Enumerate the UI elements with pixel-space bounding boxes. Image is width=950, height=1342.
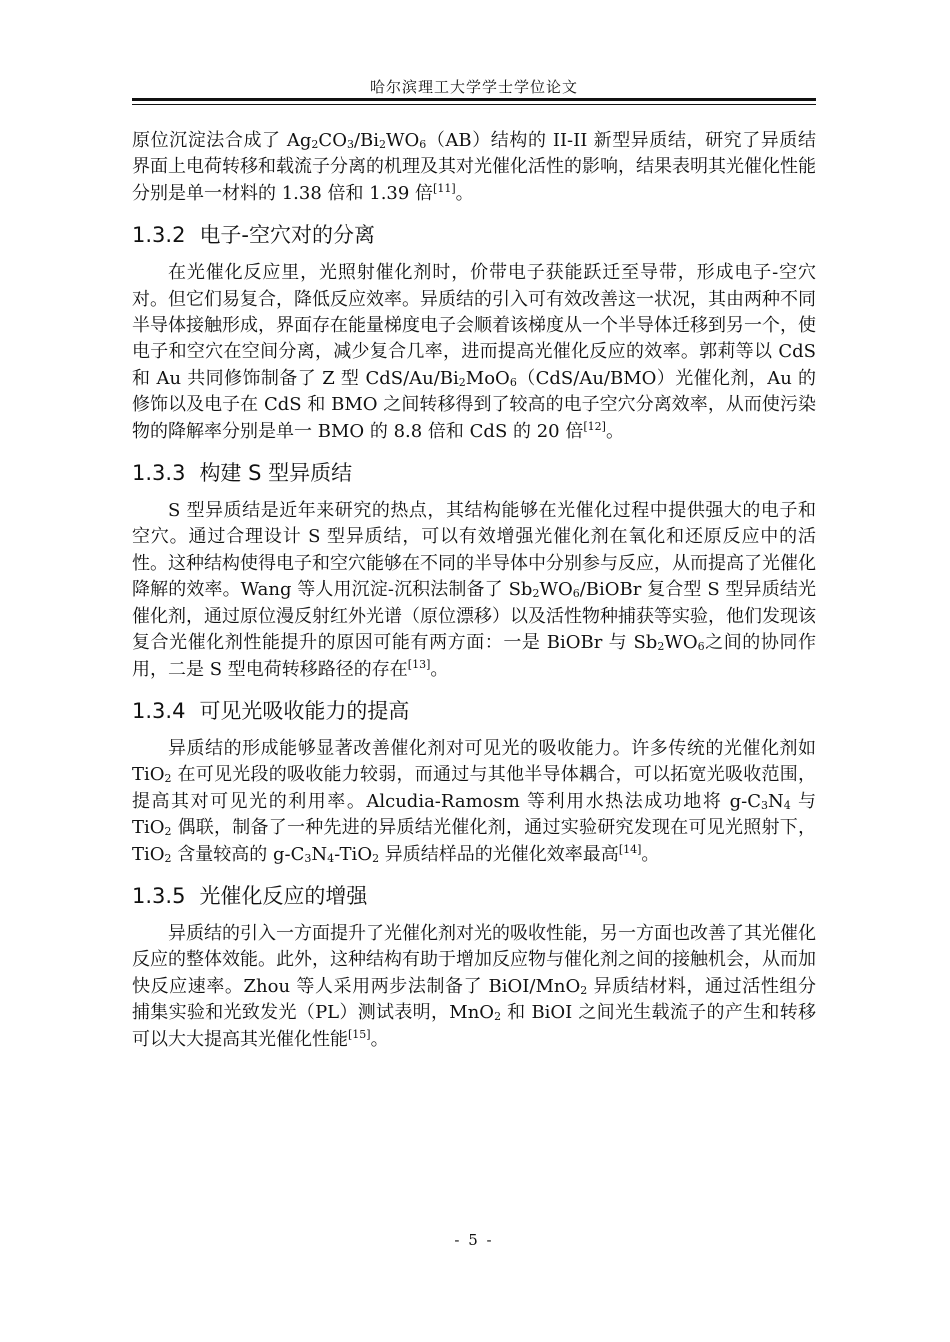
section-title: 构建 S 型异质结: [199, 461, 353, 486]
section-heading-1-3-3: [132, 460, 816, 486]
subscript: 6: [419, 138, 427, 151]
subscript: 3: [346, 138, 354, 151]
text: 。: [370, 1028, 389, 1050]
section-number: 1.3.4: [132, 698, 186, 723]
header-rule-thin: [132, 104, 816, 105]
citation-ref: [13]: [407, 657, 431, 671]
citation-ref: [15]: [348, 1027, 371, 1041]
subscript: 2: [532, 587, 540, 601]
subscript: 2: [379, 138, 387, 151]
text: 含量较高的 g-C: [171, 843, 305, 865]
citation-ref: [12]: [583, 419, 606, 433]
text: WO: [539, 579, 573, 601]
subscript: 2: [164, 772, 172, 786]
text: （AB）结构的 II-II 新型异质结，研究了异质结界面上电荷转移和载流子分离的机理及其对光催化活性的影响，结果表明其光催化性能分别是单一材料的 1.38 倍和 1.39 倍: [132, 130, 816, 204]
text: 偶联，制备了一种先进的异质结光催化剂，通过实验研究发现在可见光照射下，TiO: [132, 817, 816, 865]
section-heading-1-3-4: [132, 698, 816, 724]
text: N: [767, 790, 784, 812]
text: 。: [430, 658, 449, 680]
text: 。: [605, 420, 624, 442]
text: CO: [318, 130, 347, 151]
subscript: 2: [311, 138, 319, 151]
text: WO: [386, 130, 420, 151]
text: S 型异质结是近年来研究的热点，其结构能够在光催化过程中提供强大的电子和空穴。通过合理设计 S 型异质结，可以有效增强光催化剂在氧化和还原反应中的活性。这种结构使得电子和空穴能够在不同的半导体中分别参与反应，从而提高了光催化降解的效率。Wang 等人用沉淀-沉积法制备了 Sb: [132, 500, 816, 601]
citation-ref: [14]: [618, 842, 642, 856]
subscript: 2: [494, 1010, 502, 1024]
section-title: 可见光吸收能力的提高: [199, 698, 410, 723]
section-number: 1.3.5: [132, 883, 186, 908]
section-heading-1-3-5: [132, 883, 816, 909]
section-title: 光催化反应的增强: [199, 883, 368, 908]
text: 在可见光段的吸收能力较弱，而通过与其他半导体耦合，可以拓宽光吸收范围，提高其对可见光的利用率。Alcudia-Ramosm 等利用水热法成功地将 g-C: [132, 764, 816, 812]
subscript: 6: [572, 587, 580, 601]
text: 和 BiOI 之间光生载流子的产生和转移可以大大提高其光催化性能: [132, 1002, 817, 1050]
subscript: 2: [164, 851, 172, 865]
subscript: 2: [164, 825, 172, 839]
section-number: 1.3.2: [132, 223, 186, 248]
subscript: 4: [327, 851, 335, 865]
subscript: 2: [580, 983, 588, 997]
page-body: [132, 128, 816, 1053]
text: 原位沉淀法合成了 Ag: [132, 130, 312, 151]
text: 在光催化反应里，光照射催化剂时，价带电子获能跃迁至导带，形成电子-空穴对。但它们易复合，降低反应效率。异质结的引入可有效改善这一状况，其由两种不同半导体接触形成，界面存在能量梯度电子会顺着该梯度从一个半导体迁移到另一个，使电子和空穴在空间分离，减少复合几率，进而提高光催化反应的效率。郭莉等以 CdS 和 Au 共同修饰制备了 Z 型 CdS/Au/Bi: [132, 262, 816, 389]
text: （CdS/Au/BMO）光催化剂，Au 的修饰以及电子在 CdS 和 BMO 之间转移得到了较高的电子空穴分离效率，从而使污染物的降解率分别是单一 BMO 的 8.8 倍和 CdS 的 20 倍: [132, 367, 816, 442]
text: 。: [455, 182, 474, 204]
subscript: 2: [657, 640, 665, 654]
text: 异质结样品的光催化效率最高: [379, 843, 619, 865]
text: MoO: [465, 367, 510, 389]
text: WO: [664, 632, 698, 654]
paragraph-continued: [132, 128, 816, 207]
text: N: [311, 843, 328, 865]
paragraph-1-3-3: [132, 498, 816, 683]
subscript: 2: [458, 375, 466, 389]
text: 异质结材料，通过活性组分捕集实验和光致发光（PL）测试表明，MnO: [132, 975, 816, 1024]
section-number: 1.3.3: [132, 461, 186, 486]
text: /BiOBr 复合型 S 型异质结光催化剂，通过原位漫反射红外光谱（原位漂移）以及活性物种捕获等实验，他们发现该复合光催化剂性能提升的原因可能有两方面：一是 BiOBr 与 Sb: [132, 579, 816, 654]
subscript: 6: [509, 375, 517, 389]
section-heading-1-3-2: [132, 222, 816, 248]
subscript: 3: [304, 851, 312, 865]
text: 异质结的形成能够显著改善催化剂对可见光的吸收能力。许多传统的光催化剂如 TiO: [132, 737, 816, 786]
text: 之间的协同作用，二是 S 型电荷转移路径的存在: [132, 632, 817, 680]
header-rule-thick: [132, 98, 816, 101]
paragraph-1-3-4: [132, 736, 816, 868]
text: 异质结的引入一方面提升了光催化剂对光的吸收性能，另一方面也改善了其光催化反应的整体效能。此外，这种结构有助于增加反应物与催化剂之间的接触机会，从而加快反应速率。Zhou 等人采用两步法制备了 BiOI/MnO: [132, 922, 816, 997]
page-number: - 5 -: [454, 1231, 494, 1249]
text: /Bi: [353, 130, 380, 151]
paragraph-1-3-5: [132, 921, 816, 1053]
text: -TiO: [334, 843, 373, 865]
paragraph-1-3-2: [132, 260, 816, 445]
subscript: 6: [697, 640, 705, 654]
text: 与 TiO: [132, 790, 816, 839]
subscript: 4: [783, 798, 791, 812]
subscript: 3: [760, 798, 768, 812]
subscript: 2: [372, 851, 380, 865]
section-title: 电子-空穴对的分离: [199, 223, 376, 248]
text: 。: [641, 843, 660, 865]
running-header: 哈尔滨理工大学学士学位论文: [369, 78, 578, 96]
citation-ref: [11]: [433, 181, 456, 195]
